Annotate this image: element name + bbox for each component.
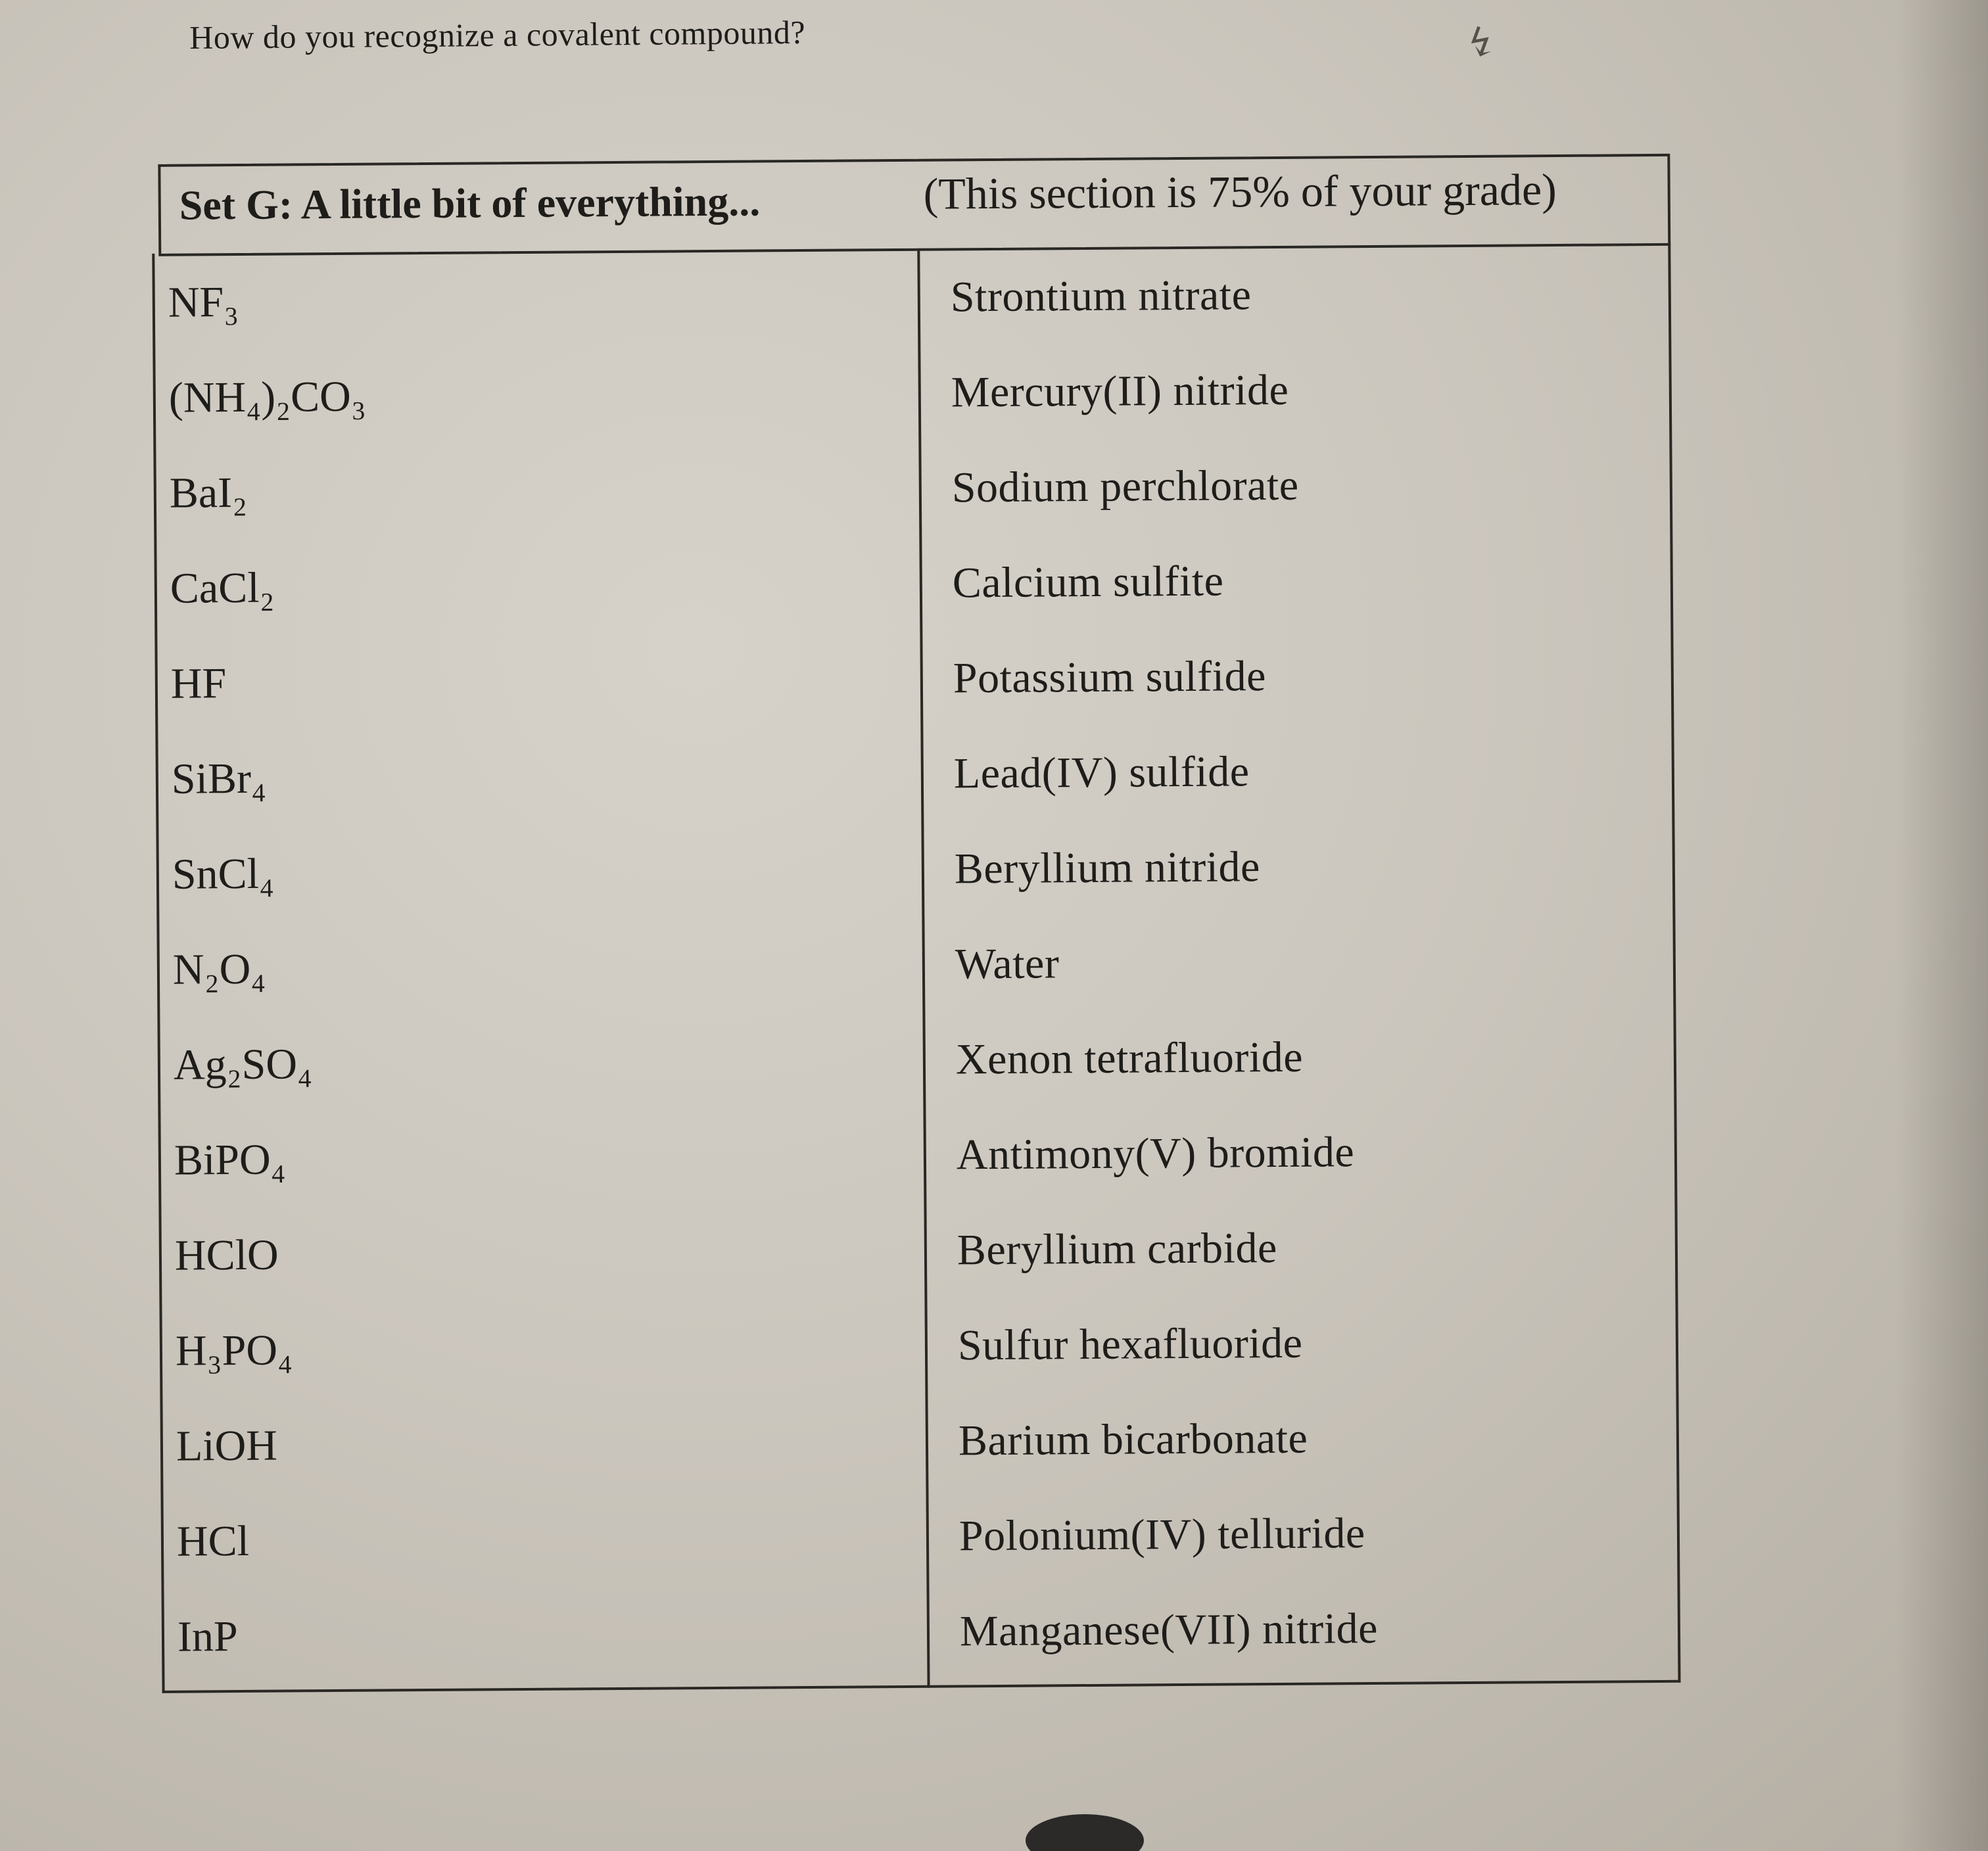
column-divider xyxy=(917,248,930,1688)
formula-item: SiBr₄ xyxy=(171,754,267,803)
bottom-shadow xyxy=(1026,1814,1144,1851)
set-title: Set G: A little bit of everything... xyxy=(179,177,761,229)
formula-column xyxy=(168,268,901,1703)
name-item: Strontium nitrate xyxy=(950,271,1252,321)
formula-item: Ag₂SO₄ xyxy=(173,1040,313,1089)
formula-item: SnCl₄ xyxy=(172,849,275,899)
formula-item: InP xyxy=(177,1612,238,1661)
formula-item: HCl xyxy=(176,1516,250,1566)
formula-item: N₂O₄ xyxy=(172,945,266,994)
formula-item: BaI₂ xyxy=(169,468,248,517)
handwritten-mark: ↯ xyxy=(1461,18,1502,67)
name-item: Lead(IV) sulfide xyxy=(953,747,1250,798)
name-item: Beryllium carbide xyxy=(957,1224,1277,1275)
formula-item: LiOH xyxy=(176,1421,278,1470)
name-item: Sulfur hexafluoride xyxy=(957,1319,1303,1370)
paper-edge-shadow xyxy=(1896,0,1988,1851)
name-item: Xenon tetrafluoride xyxy=(955,1033,1304,1084)
worksheet-table xyxy=(145,121,1693,1663)
name-item: Potassium sulfide xyxy=(953,652,1267,703)
formula-item: (NH₄)₂CO₃ xyxy=(168,372,367,422)
formula-item: HClO xyxy=(174,1230,279,1280)
formula-item: CaCl₂ xyxy=(170,563,275,613)
formula-item: NF₃ xyxy=(168,278,239,327)
name-column xyxy=(950,263,1670,1697)
name-item: Polonium(IV) telluride xyxy=(958,1509,1365,1560)
formula-item: BiPO₄ xyxy=(174,1135,286,1184)
name-item: Antimony(V) bromide xyxy=(956,1128,1355,1179)
name-item: Water xyxy=(955,939,1060,989)
name-item: Calcium sulfite xyxy=(952,557,1224,607)
grade-note: (This section is 75% of your grade) xyxy=(923,164,1557,219)
table-header xyxy=(158,154,1670,256)
name-item: Barium bicarbonate xyxy=(958,1414,1308,1465)
name-item: Manganese(VII) nitride xyxy=(959,1604,1379,1656)
question-text: How do you recognize a covalent compound? xyxy=(189,13,806,56)
name-item: Beryllium nitride xyxy=(954,843,1261,893)
name-item: Mercury(II) nitride xyxy=(951,365,1289,417)
formula-item: HF xyxy=(170,659,227,708)
formula-item: H₃PO₄ xyxy=(175,1326,293,1375)
name-item: Sodium perchlorate xyxy=(951,461,1299,512)
table-body xyxy=(152,243,1680,1693)
